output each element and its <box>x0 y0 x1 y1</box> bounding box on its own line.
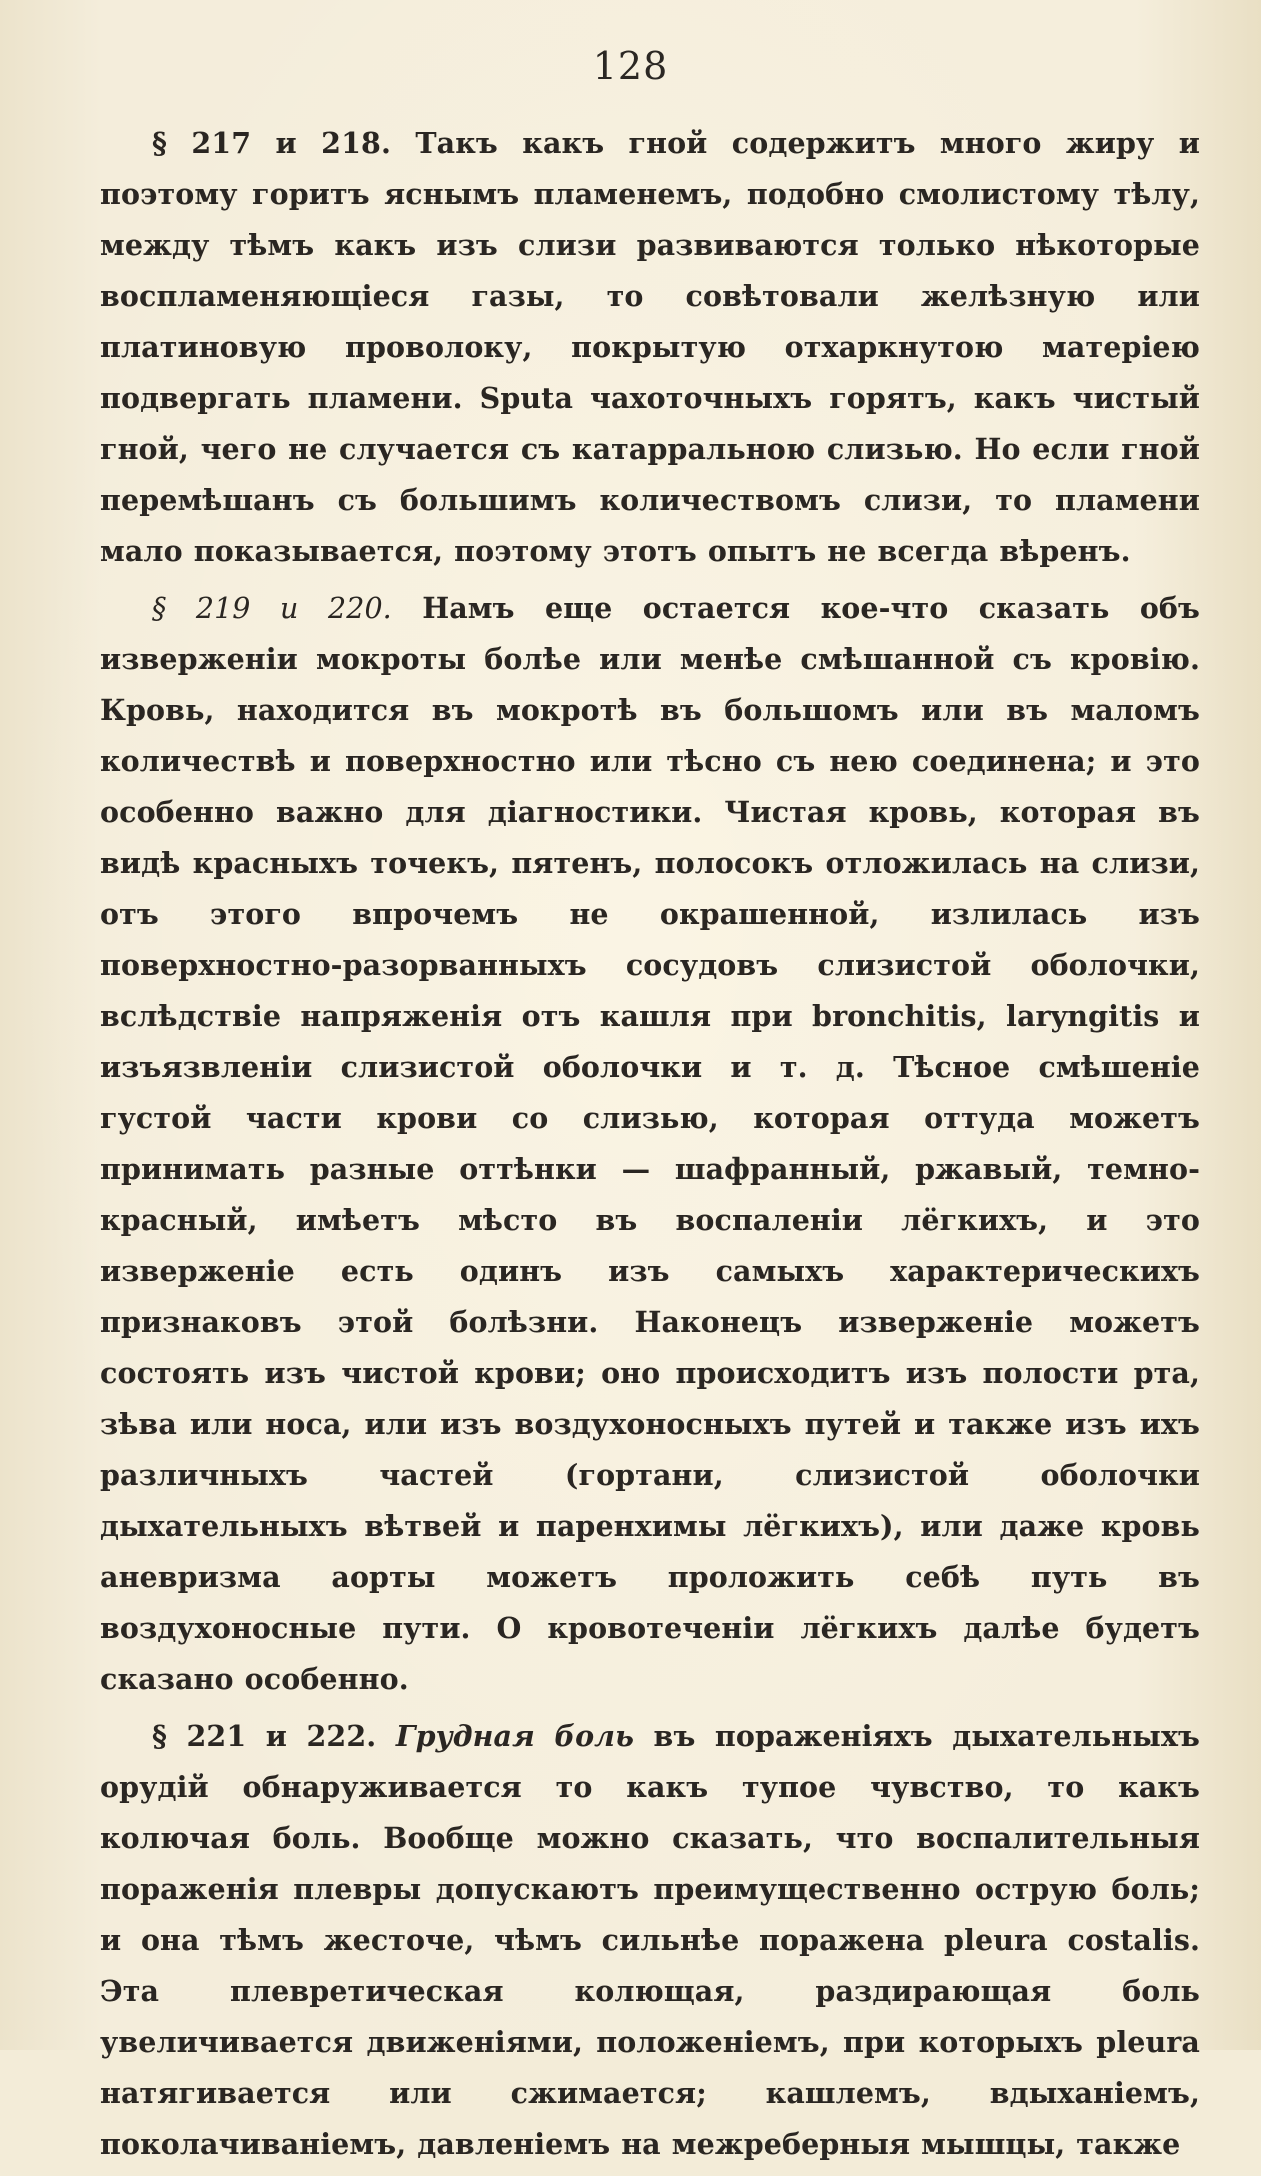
section-heading: § 221 и 222. <box>152 1719 377 1753</box>
section-heading: § 219 и 220. <box>152 592 392 625</box>
emphasis-term: Грудная боль <box>395 1719 635 1753</box>
paragraph-body: Такъ какъ гной содержитъ много жиру и поэтому горитъ яснымъ пламенемъ, подобно смолистому тѣлу, между тѣмъ какъ изъ слизи развиваются только нѣкоторые воспламеняющіеся газы, то совѣтовали желѣзную или платиновую проволоку, покрытую отхаркнутою матеріею подвергать пламени. Sputa чахоточныхъ горятъ, какъ чистый гной, чего не случается съ катарральною слизью. Но если гной перемѣшанъ съ большимъ количествомъ слизи, то пламени мало показывается, поэтому этотъ опытъ не всегда вѣренъ. <box>100 126 1201 568</box>
paragraph-221-222 <box>100 1711 1200 2170</box>
paragraph-body: въ пораженіяхъ дыхательныхъ орудій обнаруживается то какъ тупое чувство, то какъ колючая боль. Вообще можно сказать, что воспалительныя пораженія плевры допускаютъ преимущественно острую боль; и она тѣмъ жесточе, чѣмъ сильнѣе поражена pleura costalis. Эта плевретическая колющая, раздирающая боль увеличивается движеніями, положеніемъ, при которыхъ pleura натягивается или сжимается; кашлемъ, вдыханіемъ, поколачиваніемъ, давленіемъ на межреберныя мышцы, также <box>100 1719 1200 2161</box>
section-heading: § 217 и 218. <box>152 126 391 160</box>
paragraph-217-218 <box>100 118 1200 577</box>
text-block <box>100 118 1200 2176</box>
paragraph-219-220 <box>100 583 1200 1705</box>
page-number: 128 <box>592 44 669 88</box>
paragraph-body: Намъ еще остается кое-что сказать объ изверженіи мокроты болѣе или менѣе смѣшанной съ кровію. Кровь, находится въ мокротѣ въ большомъ или въ маломъ количествѣ и поверхностно или тѣсно съ нею соединена; и это особенно важно для діагностики. Чистая кровь, которая въ видѣ красныхъ точекъ, пятенъ, полосокъ отложилась на слизи, отъ этого впрочемъ не окрашенной, излилась изъ поверхностно-разорванныхъ сосудовъ слизистой оболочки, вслѣдствіе напряженія отъ кашля при bronchitis, laryngitis и изъязвленіи слизистой оболочки и т. д. Тѣсное смѣшеніе густой части крови со слизью, которая оттуда можетъ принимать разные оттѣнки — шафранный, ржавый, темно-красный, имѣетъ мѣсто въ воспаленіи лёгкихъ, и это изверженіе есть одинъ изъ самыхъ характерическихъ признаковъ этой болѣзни. Наконецъ изверженіе можетъ состоять изъ чистой крови; оно происходитъ изъ полости рта, зѣва или носа, или изъ воздухоносныхъ путей и также изъ ихъ различныхъ частей (гортани, слизистой оболочки дыхательныхъ вѣтвей и паренхимы лёгкихъ), или даже кровь аневризма аорты можетъ проложить себѣ путь въ воздухоносные пути. О кровотеченіи лёгкихъ далѣе будетъ сказано особенно. <box>100 591 1200 1696</box>
